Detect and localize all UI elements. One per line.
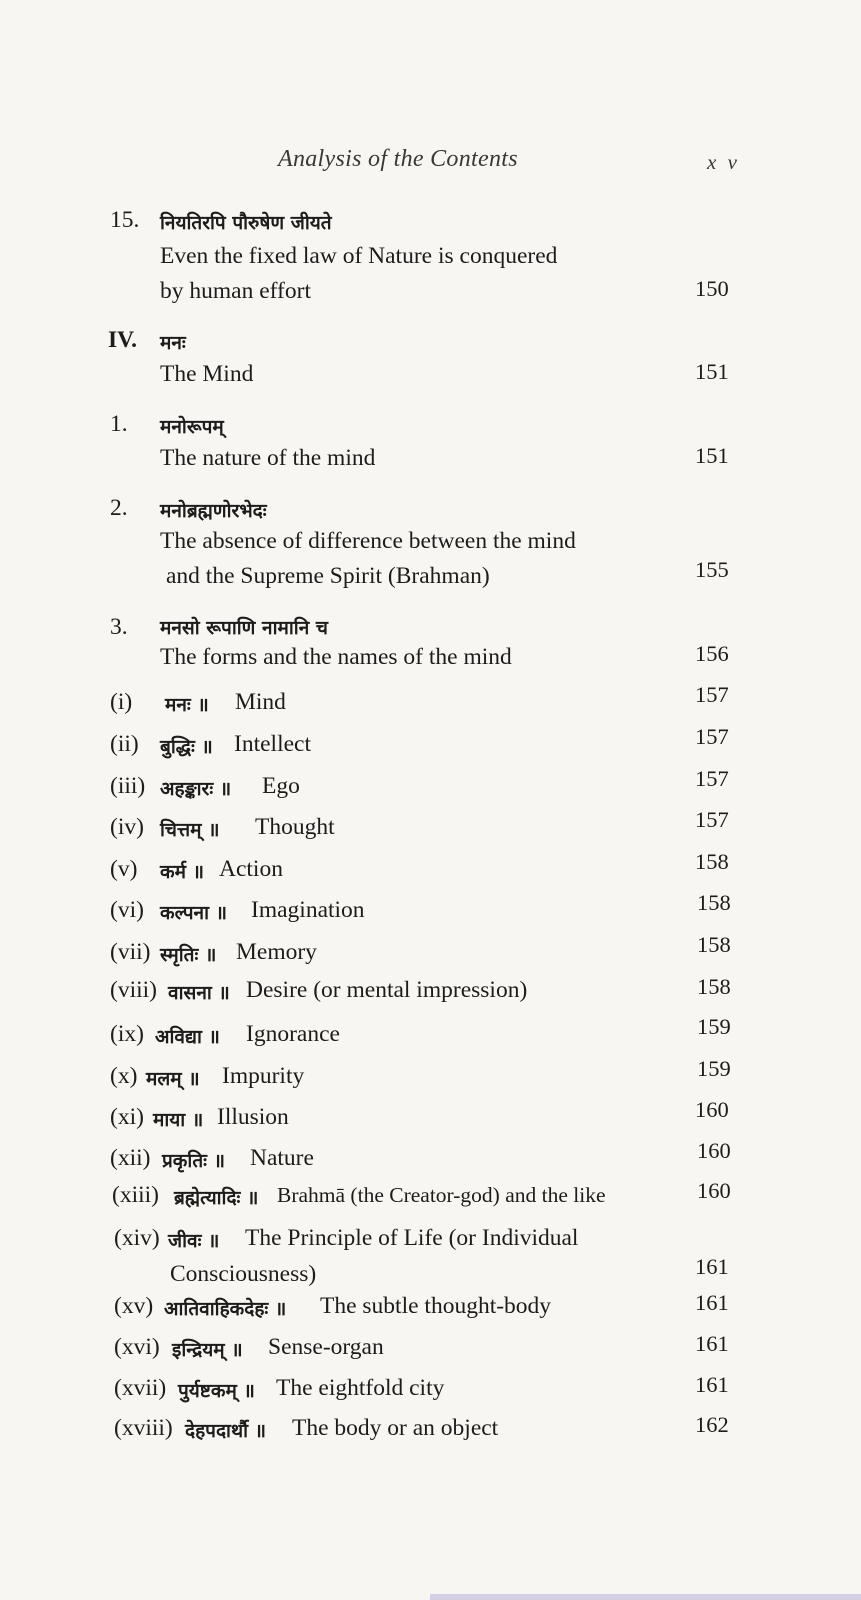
form-sanskrit: अहङ्कारः ॥ — [160, 778, 232, 800]
form-english: Impurity — [222, 1063, 305, 1089]
form-english: The body or an object — [292, 1415, 499, 1441]
form-page-ref: 157 — [695, 807, 729, 832]
form-english: The subtle thought-body — [320, 1293, 552, 1319]
form-sanskrit: कर्म ॥ — [160, 861, 204, 883]
form-page-ref: 158 — [697, 890, 731, 915]
form-page-ref: 159 — [697, 1056, 731, 1081]
form-number: (iii) — [110, 773, 146, 799]
form-sanskrit: अविद्या ॥ — [155, 1026, 220, 1048]
form-english: Mind — [235, 689, 286, 715]
form-page-ref: 160 — [697, 1178, 731, 1203]
form-sanskrit: मनः ॥ — [165, 694, 209, 716]
form-page-ref: 157 — [695, 682, 729, 707]
form-number: (x) — [110, 1063, 138, 1089]
form-english: Memory — [236, 939, 317, 965]
form-number: (iv) — [110, 814, 144, 840]
entry-page-ref: 151 — [695, 443, 729, 468]
entry-sanskrit-title: मनसो रूपाणि नामानि च — [160, 617, 328, 639]
form-page-ref: 162 — [695, 1412, 729, 1437]
form-english-cont: Consciousness) — [170, 1261, 317, 1287]
form-english: Brahmā (the Creator-god) and the like — [277, 1183, 606, 1207]
entry-number: 1. — [110, 411, 128, 437]
form-number: (xiv) — [114, 1225, 160, 1251]
entry-page-ref: 156 — [695, 641, 729, 666]
entry-number: 2. — [110, 495, 128, 521]
entry-english-title: The forms and the names of the mind — [160, 644, 512, 670]
form-english: Illusion — [217, 1104, 289, 1130]
form-english: Desire (or mental impression) — [246, 977, 528, 1003]
entry-page-ref: 151 — [695, 359, 729, 384]
form-sanskrit: चित्तम् ॥ — [160, 819, 220, 841]
form-page-ref: 157 — [695, 766, 729, 791]
form-number: (xi) — [110, 1104, 144, 1130]
form-sanskrit: प्रकृतिः ॥ — [162, 1150, 225, 1172]
form-page-ref: 160 — [697, 1138, 731, 1163]
form-page-ref: 158 — [695, 849, 729, 874]
page-number: x v — [707, 150, 740, 174]
form-english: The Principle of Life (or Individual — [245, 1225, 579, 1251]
form-sanskrit: जीवः ॥ — [168, 1230, 220, 1252]
running-header — [0, 146, 861, 180]
entry-english-title-cont: by human effort — [160, 278, 311, 304]
form-number: (xiii) — [112, 1182, 159, 1208]
form-sanskrit: बुद्धिः ॥ — [160, 736, 213, 758]
form-english: Nature — [250, 1145, 314, 1171]
entry-english-title: The absence of difference between the mind — [160, 528, 576, 554]
form-number: (xviii) — [114, 1415, 173, 1441]
form-sanskrit: मलम् ॥ — [146, 1068, 200, 1090]
entry-page-ref: 155 — [695, 557, 729, 582]
entry-sanskrit-title: मनोरूपम् — [160, 416, 224, 438]
running-title: Analysis of the Contents — [278, 146, 518, 172]
form-sanskrit: वासना ॥ — [168, 982, 230, 1004]
entry-sanskrit-title: मनोब्रह्मणोरभेदः — [160, 500, 267, 522]
section-english-title: The Mind — [160, 361, 254, 387]
form-sanskrit: स्मृतिः ॥ — [160, 944, 217, 966]
form-english: Intellect — [234, 731, 311, 757]
form-english: Action — [219, 856, 283, 882]
form-number: (viii) — [110, 977, 157, 1003]
form-sanskrit: आतिवाहिकदेहः ॥ — [164, 1298, 287, 1320]
form-sanskrit: कल्पना ॥ — [160, 902, 227, 924]
form-number: (vi) — [110, 897, 144, 923]
form-page-ref: 159 — [697, 1014, 731, 1039]
entry-english-title: The nature of the mind — [160, 445, 376, 471]
form-english: Sense-organ — [268, 1334, 384, 1360]
form-page-ref: 158 — [697, 974, 731, 999]
form-sanskrit: ब्रह्मेत्यादिः ॥ — [174, 1187, 259, 1209]
form-page-ref: 160 — [695, 1097, 729, 1122]
form-number: (ix) — [110, 1021, 144, 1047]
form-english: Imagination — [251, 897, 365, 923]
form-page-ref: 158 — [697, 932, 731, 957]
form-page-ref: 161 — [695, 1331, 729, 1356]
form-sanskrit: माया ॥ — [153, 1109, 204, 1131]
entry-english-title-cont: and the Supreme Spirit (Brahman) — [166, 563, 490, 589]
form-number: (i) — [110, 689, 133, 715]
form-english: Thought — [255, 814, 335, 840]
form-number: (xvii) — [114, 1375, 167, 1401]
form-english: Ego — [262, 773, 300, 799]
section-number: IV. — [108, 327, 137, 353]
entry-english-title: Even the fixed law of Nature is conquered — [160, 243, 558, 269]
form-page-ref: 161 — [695, 1254, 729, 1279]
form-english: The eightfold city — [276, 1375, 445, 1401]
form-page-ref: 161 — [695, 1372, 729, 1397]
entry-number: 3. — [110, 614, 128, 640]
section-sanskrit-title: मनः — [160, 332, 186, 354]
form-sanskrit: देहपदार्थौ ॥ — [185, 1420, 267, 1442]
form-number: (xii) — [110, 1145, 151, 1171]
entry-number: 15. — [110, 207, 140, 233]
page-edge-shadow — [430, 1594, 861, 1600]
form-number: (v) — [110, 856, 138, 882]
form-number: (ii) — [110, 731, 139, 757]
entry-page-ref: 150 — [695, 276, 729, 301]
form-page-ref: 161 — [695, 1290, 729, 1315]
form-number: (xv) — [114, 1293, 154, 1319]
form-number: (xvi) — [114, 1334, 160, 1360]
form-sanskrit: पुर्यष्टकम् ॥ — [178, 1380, 255, 1402]
form-number: (vii) — [110, 939, 151, 965]
form-english: Ignorance — [246, 1021, 340, 1047]
entry-sanskrit-title: नियतिरपि पौरुषेण जीयते — [160, 212, 332, 234]
form-sanskrit: इन्द्रियम् ॥ — [172, 1339, 243, 1361]
form-page-ref: 157 — [695, 724, 729, 749]
